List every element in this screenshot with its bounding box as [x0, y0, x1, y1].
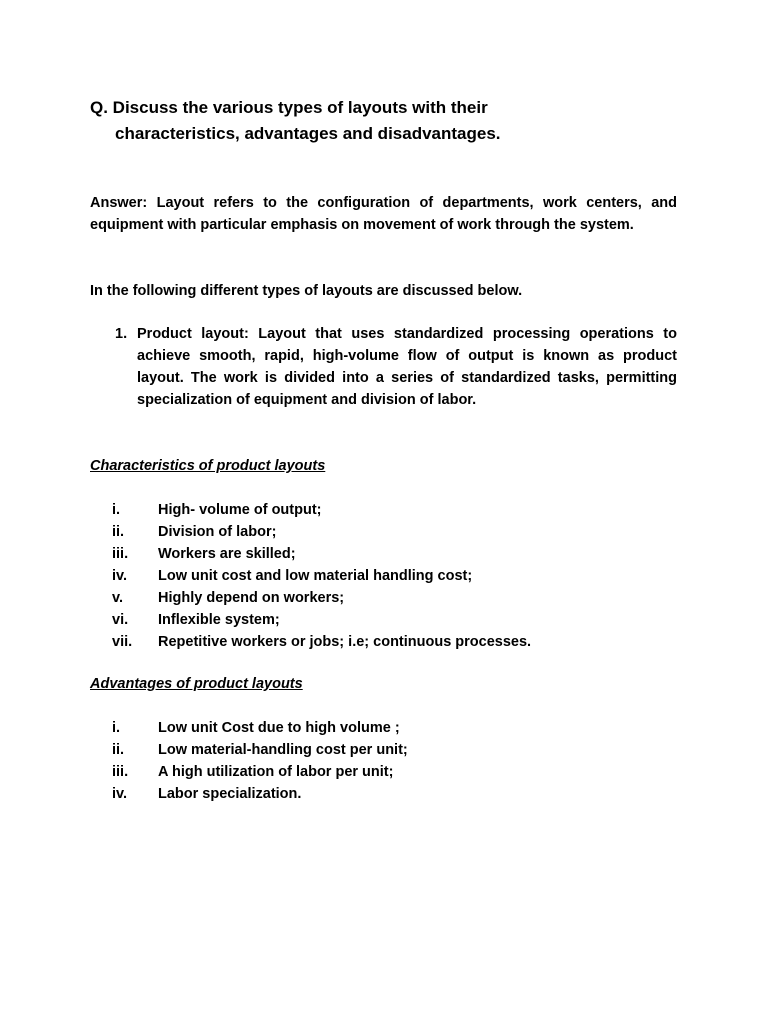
list-text: High- volume of output;	[158, 502, 322, 518]
list-numeral: ii.	[112, 742, 125, 758]
list-numeral: v.	[112, 590, 124, 606]
list-text: Low unit Cost due to high volume ;	[158, 720, 400, 736]
list-item	[112, 543, 672, 565]
list-numeral: iv.	[112, 568, 128, 584]
list-numeral: iii.	[112, 764, 129, 780]
list-item	[112, 499, 672, 521]
list-item	[112, 631, 672, 653]
intro-paragraph: In the following different types of layouts are discussed below.	[90, 283, 523, 299]
advantages-list	[112, 717, 672, 805]
list-numeral: vi.	[112, 612, 129, 628]
list-text: Division of labor;	[158, 524, 277, 540]
list-item	[112, 565, 672, 587]
list-numeral: i.	[112, 502, 121, 518]
answer-paragraph: Answer: Layout refers to the configuration of departments, work centers, and equipment with particular emphasis on movement of work through the system.	[90, 195, 677, 233]
question-line-2: characteristics, advantages and disadvantages.	[115, 124, 501, 143]
list-item	[112, 739, 672, 761]
advantages-heading: Advantages of product layouts	[90, 676, 303, 692]
list-text: Repetitive workers or jobs; i.e; continuous processes.	[158, 634, 532, 650]
list-numeral: vii.	[112, 634, 133, 650]
list-text: Low material-handling cost per unit;	[158, 742, 408, 758]
list-text: Inflexible system;	[158, 612, 280, 628]
item-number: 1.	[115, 326, 128, 342]
list-text: A high utilization of labor per unit;	[158, 764, 394, 780]
list-item	[112, 587, 672, 609]
list-item	[112, 717, 672, 739]
list-item	[112, 761, 672, 783]
list-numeral: iv.	[112, 786, 128, 802]
list-text: Workers are skilled;	[158, 546, 296, 562]
list-text: Low unit cost and low material handling cost;	[158, 568, 473, 584]
list-item	[112, 521, 672, 543]
characteristics-heading: Characteristics of product layouts	[90, 458, 326, 474]
list-text: Labor specialization.	[158, 786, 302, 802]
list-item	[112, 783, 672, 805]
characteristics-list	[112, 499, 672, 653]
list-numeral: iii.	[112, 546, 129, 562]
item-text: Product layout: Layout that uses standardized processing operations to achieve smooth, rapid, high-volume flow of output is known as product layout. The work is divided into a series of standardized tasks, permitting specialization of equipment and division of labor.	[137, 326, 677, 408]
question-title	[90, 95, 690, 147]
list-item	[112, 609, 672, 631]
list-numeral: i.	[112, 720, 121, 736]
question-line-1: Q. Discuss the various types of layouts with their	[90, 98, 488, 117]
list-numeral: ii.	[112, 524, 125, 540]
list-text: Highly depend on workers;	[158, 590, 345, 606]
numbered-item-product-layout	[90, 323, 677, 411]
